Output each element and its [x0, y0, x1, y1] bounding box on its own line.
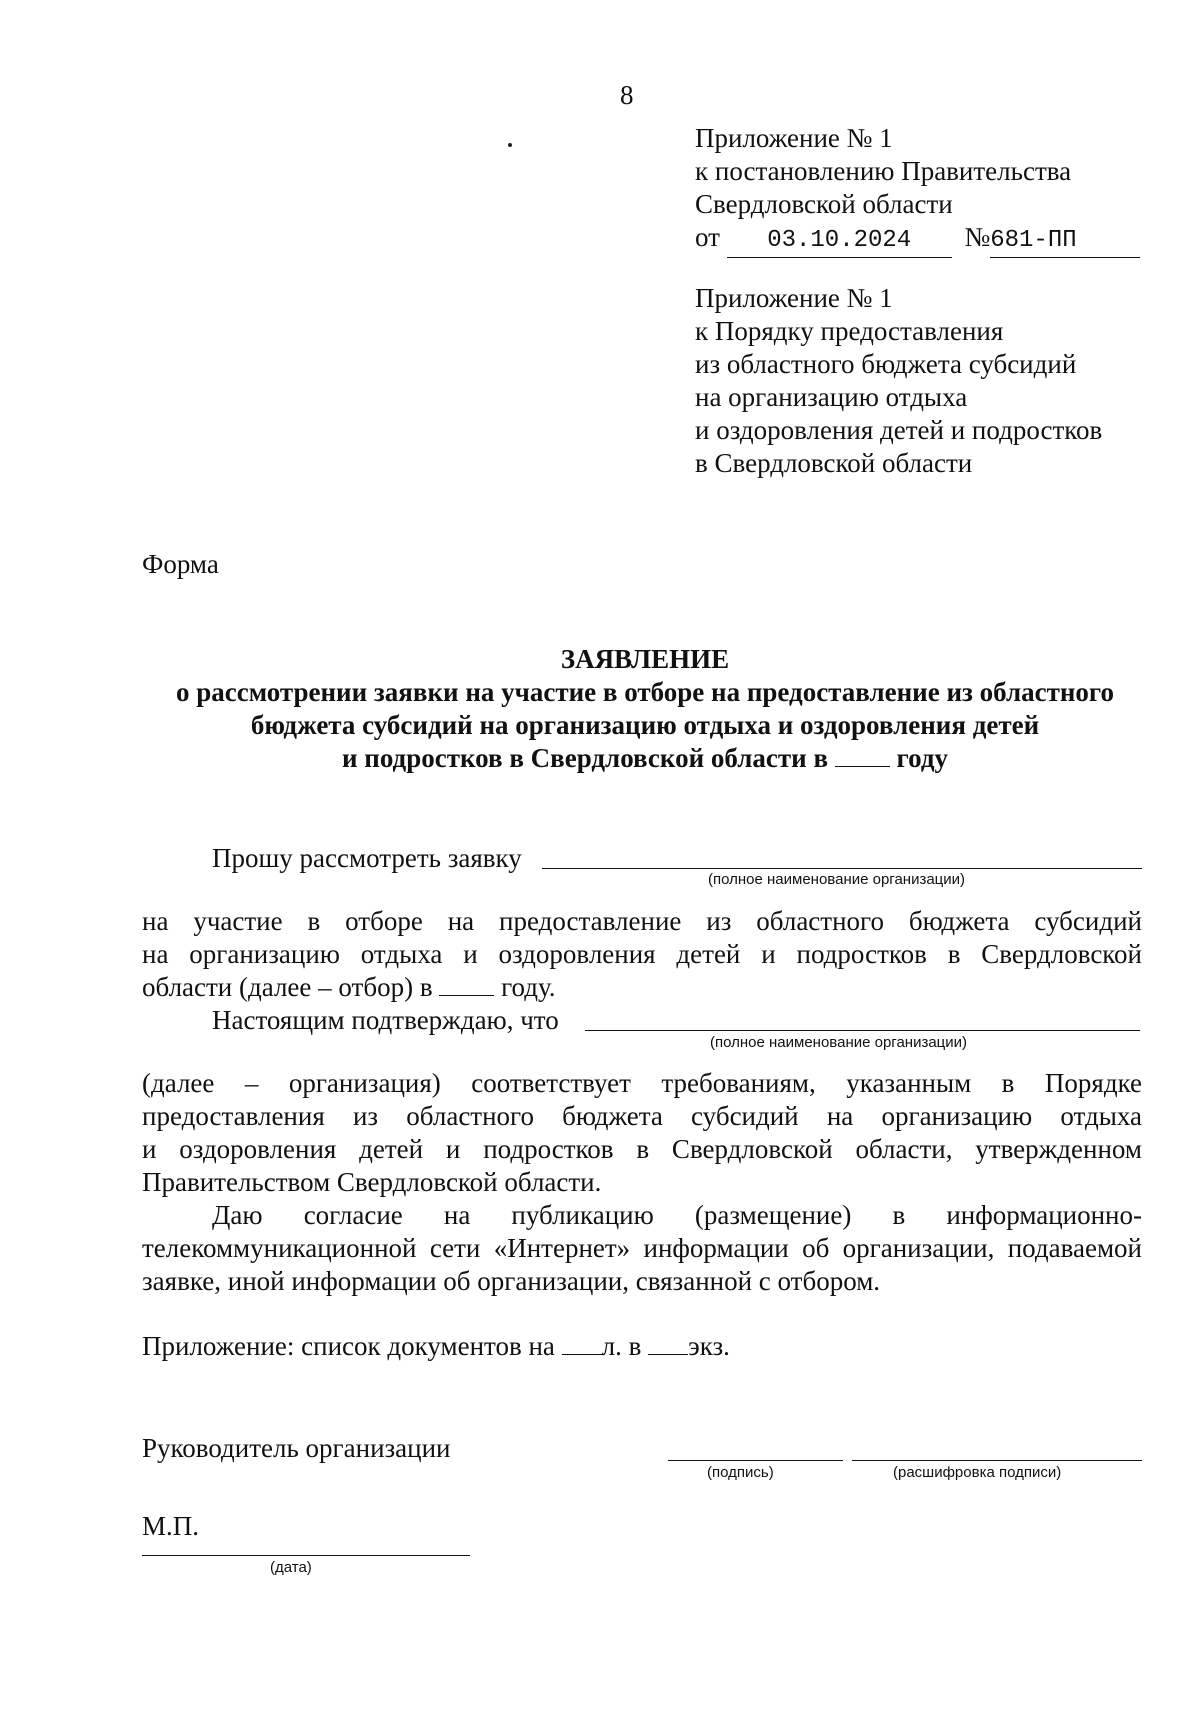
statement-title: ЗАЯВЛЕНИЕ: [560, 644, 730, 674]
date-prefix: от: [695, 222, 720, 252]
signature-caption: (подпись): [707, 1464, 774, 1481]
para1-line3: [142, 971, 556, 1004]
appendix-procedure-line: и оздоровления детей и подростков: [695, 415, 1103, 445]
appendix-procedure-line: Приложение № 1: [695, 283, 893, 313]
para2-line2: предоставления из областного бюджета субсидий на организацию отдыха: [142, 1101, 1142, 1131]
copies-blank[interactable]: [648, 1332, 688, 1355]
stamp-label: М.П.: [142, 1511, 200, 1541]
org-name-field-1[interactable]: [542, 868, 1142, 869]
appendix-procedure-line: в Свердловской области: [695, 448, 973, 478]
para1-line2: на организацию отдыха и оздоровления детей и подростков в Свердловской: [142, 939, 1142, 969]
org-name-field-2[interactable]: [585, 1030, 1140, 1031]
appendix-procedure-line: к Порядку предоставления: [695, 316, 1004, 346]
appendix-resolution-line1: Приложение № 1: [695, 123, 893, 153]
appendix-resolution-date-row: [695, 221, 1140, 258]
number-prefix: №: [964, 222, 991, 252]
para3-line2: телекоммуникационной сети «Интернет» информации об организации, подаваемой: [142, 1233, 1142, 1263]
page-number: 8: [620, 80, 634, 110]
statement-subtitle-line1: о рассмотрении заявки на участие в отборе на предоставление из областного: [176, 677, 1114, 707]
attachment-start: Приложение: список документов на: [142, 1331, 555, 1361]
signature-decode-field[interactable]: [852, 1460, 1142, 1461]
sheets-blank[interactable]: [562, 1332, 602, 1355]
appendix-procedure-line: из областного бюджета субсидий: [695, 349, 1077, 379]
para1-line3-end: году.: [501, 972, 556, 1002]
statement-subtitle-line2: бюджета субсидий на организацию отдыха и оздоровления детей: [250, 710, 1040, 740]
attachment-line: [142, 1330, 730, 1363]
scan-dot: [508, 143, 512, 147]
signature-decode-caption: (расшифровка подписи): [893, 1464, 1062, 1481]
head-label: Руководитель организации: [142, 1433, 451, 1463]
request-label: Прошу рассмотреть заявку: [212, 843, 522, 873]
date-caption: (дата): [270, 1559, 312, 1576]
form-label: Форма: [142, 549, 219, 579]
appendix-procedure-line: на организацию отдыха: [695, 382, 968, 412]
subtitle-line3-start: и подростков в Свердловской области в: [341, 743, 829, 773]
resolution-number: 681-ПП: [990, 224, 1140, 258]
para2-line3: и оздоровления детей и подростков в Свердловской области, утвержденном: [142, 1134, 1142, 1164]
resolution-date: 03.10.2024: [727, 224, 952, 258]
para2-line1: (далее – организация) соответствует требованиям, указанным в Порядке: [142, 1068, 1142, 1098]
para3-line3: заявке, иной информации об организации, связанной с отбором.: [142, 1266, 881, 1296]
subtitle-line3-end: году: [896, 743, 949, 773]
para1-line1: на участие в отборе на предоставление из областного бюджета субсидий: [142, 906, 1142, 936]
appendix-procedure: [695, 282, 1102, 480]
selection-year-blank[interactable]: [439, 973, 494, 996]
para3-line1: Даю согласие на публикацию (размещение) в информационно-: [212, 1200, 1142, 1230]
confirm-label: Настоящим подтверждаю, что: [212, 1005, 559, 1035]
signature-field[interactable]: [668, 1460, 843, 1461]
appendix-resolution-line2: к постановлению Правительства: [695, 156, 1072, 186]
year-blank[interactable]: [835, 744, 890, 767]
org-name-caption-1: (полное наименование организации): [708, 871, 966, 888]
para1-line3-start: области (далее – отбор) в: [142, 972, 433, 1002]
para2-line4: Правительством Свердловской области.: [142, 1167, 602, 1197]
attachment-mid: л. в: [601, 1331, 642, 1361]
appendix-resolution: [695, 122, 1140, 258]
org-name-caption-2: (полное наименование организации): [710, 1034, 968, 1051]
appendix-resolution-line3: Свердловской области: [695, 189, 953, 219]
statement-subtitle-line3: [0, 742, 1200, 775]
attachment-end: экз.: [688, 1331, 730, 1361]
date-field[interactable]: [142, 1555, 470, 1556]
